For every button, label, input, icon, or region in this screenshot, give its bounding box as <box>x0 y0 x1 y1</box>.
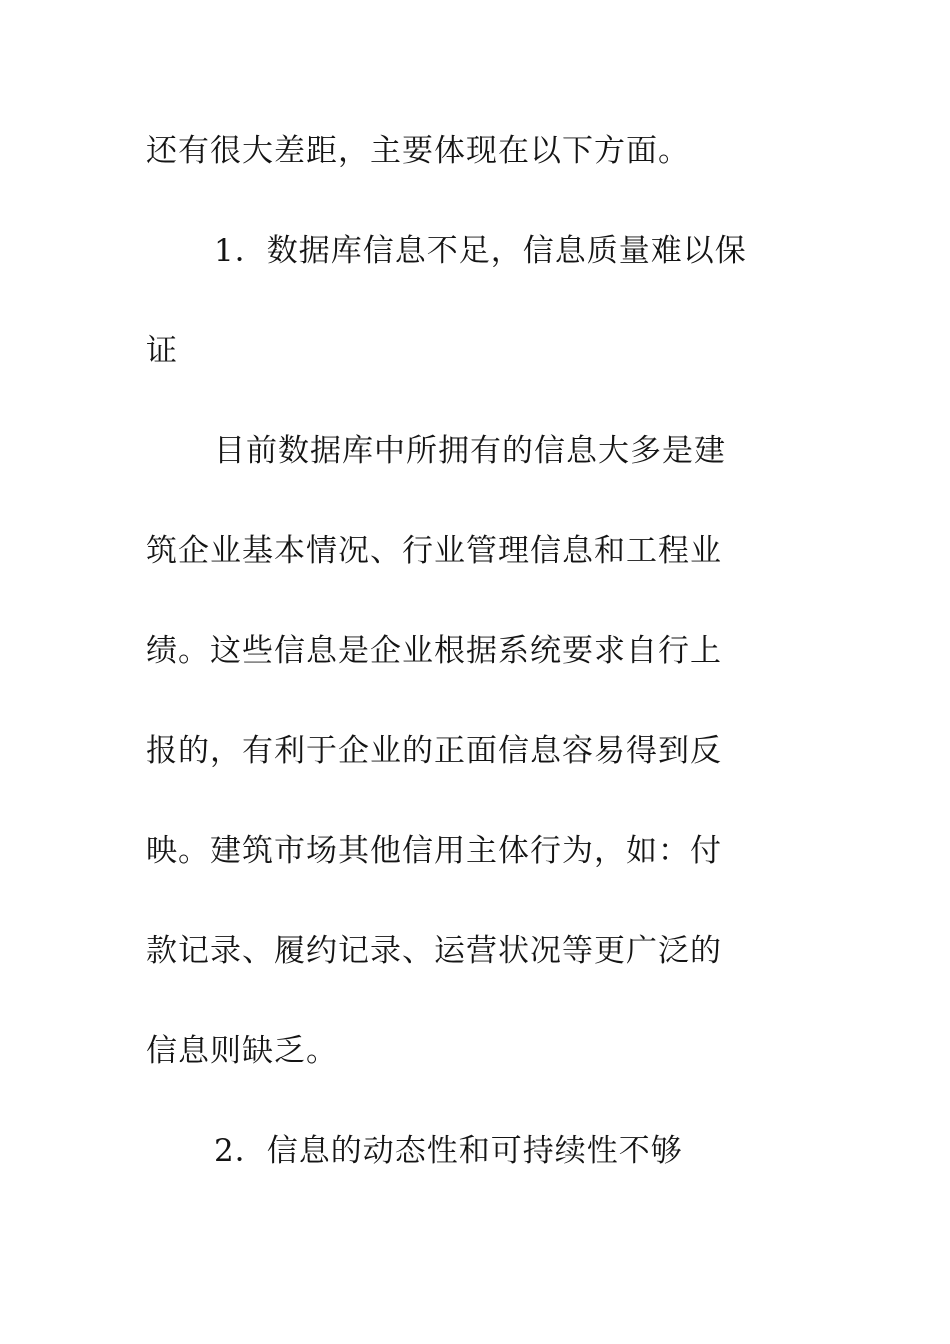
paragraph-line: 信息则缺乏。 <box>146 1033 338 1069</box>
paragraph-line: 报的，有利于企业的正面信息容易得到反 <box>146 733 722 769</box>
paragraph-line: 还有很大差距，主要体现在以下方面。 <box>146 133 690 169</box>
paragraph-line: 绩。这些信息是企业根据系统要求自行上 <box>146 633 722 669</box>
paragraph-line: 映。建筑市场其他信用主体行为，如：付 <box>146 833 722 869</box>
section-heading-2: 2．信息的动态性和可持续性不够 <box>214 1133 683 1169</box>
paragraph-line: 款记录、履约记录、运营状况等更广泛的 <box>146 933 722 969</box>
paragraph-line: 筑企业基本情况、行业管理信息和工程业 <box>146 533 722 569</box>
paragraph-line: 目前数据库中所拥有的信息大多是建 <box>214 433 726 469</box>
section-heading-1-continued: 证 <box>146 333 178 369</box>
section-heading-1: 1．数据库信息不足，信息质量难以保 <box>214 233 747 269</box>
